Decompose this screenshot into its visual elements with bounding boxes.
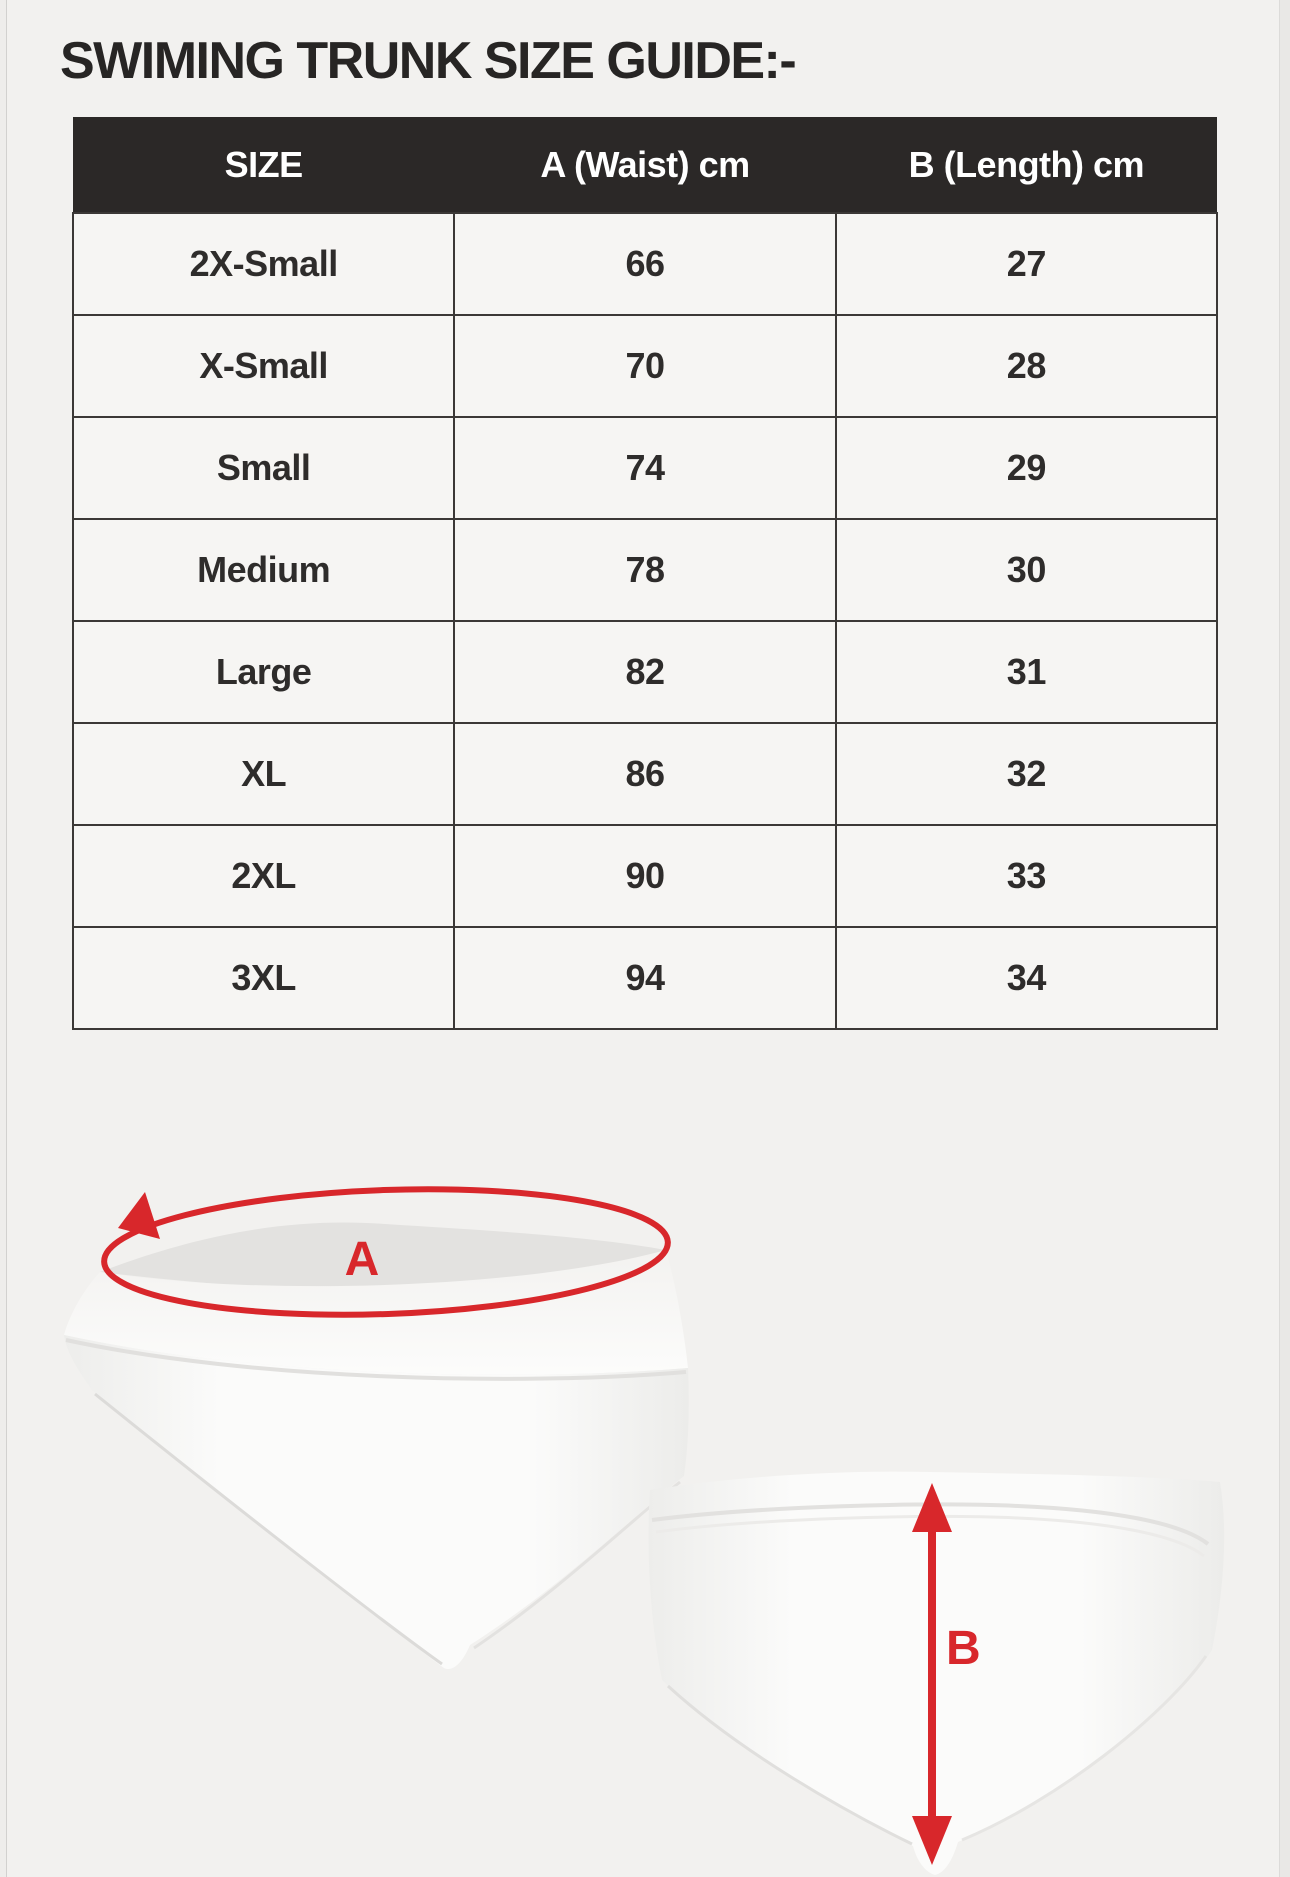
- length-cell: 34: [836, 927, 1217, 1029]
- front-trunk-body: [64, 1335, 689, 1669]
- size-cell: XL: [73, 723, 454, 825]
- header-length: B (Length) cm: [836, 117, 1217, 213]
- waist-measure-label: A: [344, 1233, 380, 1286]
- length-cell: 32: [836, 723, 1217, 825]
- waist-cell: 90: [454, 825, 835, 927]
- size-table-header: [73, 117, 1217, 213]
- size-cell: Medium: [73, 519, 454, 621]
- table-row: [73, 417, 1217, 519]
- waist-cell: 78: [454, 519, 835, 621]
- table-row: [73, 825, 1217, 927]
- waist-cell: 70: [454, 315, 835, 417]
- swim-trunk-back-view: [649, 1472, 1225, 1875]
- length-cell: 31: [836, 621, 1217, 723]
- waist-cell: 74: [454, 417, 835, 519]
- page-title: SWIMING TRUNK SIZE GUIDE:-: [60, 32, 796, 90]
- table-row: [73, 213, 1217, 315]
- size-cell: Large: [73, 621, 454, 723]
- table-row: [73, 621, 1217, 723]
- waist-cell: 86: [454, 723, 835, 825]
- size-cell: 2X-Small: [73, 213, 454, 315]
- waist-cell: 94: [454, 927, 835, 1029]
- table-row: [73, 927, 1217, 1029]
- table-row: [73, 723, 1217, 825]
- size-cell: Small: [73, 417, 454, 519]
- size-cell: 2XL: [73, 825, 454, 927]
- length-measure-label: B: [946, 1622, 981, 1675]
- waist-cell: 66: [454, 213, 835, 315]
- length-cell: 27: [836, 213, 1217, 315]
- measurement-illustration: [0, 1120, 1290, 1877]
- size-cell: 3XL: [73, 927, 454, 1029]
- size-guide-table: [72, 117, 1218, 1030]
- table-row: [73, 519, 1217, 621]
- size-cell: X-Small: [73, 315, 454, 417]
- waist-cell: 82: [454, 621, 835, 723]
- length-cell: 28: [836, 315, 1217, 417]
- table-row: [73, 315, 1217, 417]
- length-cell: 29: [836, 417, 1217, 519]
- header-row: [73, 117, 1217, 213]
- header-size: SIZE: [73, 117, 454, 213]
- length-cell: 30: [836, 519, 1217, 621]
- size-table-body: [73, 213, 1217, 1029]
- header-waist: A (Waist) cm: [454, 117, 835, 213]
- waist-arrowhead-icon: [118, 1192, 160, 1239]
- length-cell: 33: [836, 825, 1217, 927]
